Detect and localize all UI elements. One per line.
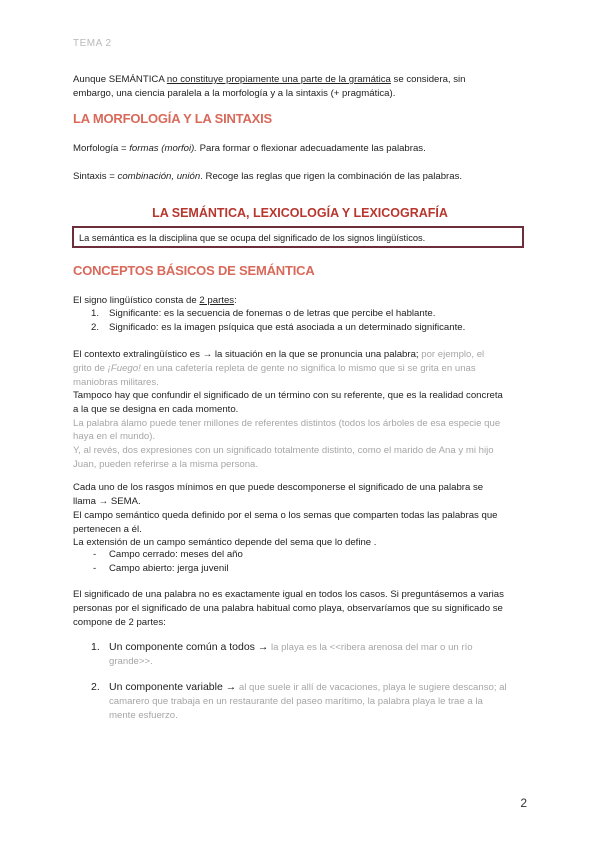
componente-comun-lead: Un componente común a todos →	[109, 641, 269, 653]
list-number: 1.	[91, 641, 100, 653]
componente-variable	[109, 681, 529, 695]
reves-line-2: Juan, pueden referirse a la misma persona.	[73, 459, 259, 470]
heading-morfologia: LA MORFOLOGÍA Y LA SINTAXIS	[73, 111, 272, 126]
morfologia-def	[73, 142, 533, 156]
campo-line-2: pertenecen a él.	[73, 524, 142, 535]
list-number: 2.	[91, 322, 100, 333]
componente-comun-example: la playa es la <<ribera arenosa del mar o un río	[268, 642, 473, 653]
morf-italic: formas (morfoi).	[129, 143, 197, 154]
definition-text: La semántica es la disciplina que se ocupa del significado de los signos lingüísticos.	[79, 233, 426, 243]
definition-box	[72, 226, 524, 248]
contexto-line-2	[73, 362, 533, 376]
bullet-dash: -	[93, 549, 97, 560]
heading-semantica: LA SEMÁNTICA, LEXICOLOGÍA Y LEXICOGRAFÍA	[152, 206, 448, 220]
bullet-campo-abierto: Campo abierto: jerga juvenil	[109, 563, 229, 574]
list-item-significante: Significante: es la secuencia de fonemas o de letras que percibe el hablante.	[109, 308, 436, 319]
contexto-example: por ejemplo, el	[418, 349, 485, 360]
contexto-line-3: maniobras militares.	[73, 377, 159, 388]
morf-label: Morfología =	[73, 143, 130, 154]
componente-variable-line-2: camarero que trabaja en un restaurante del paseo marítimo, la palabra playa le trae a la	[109, 696, 483, 707]
signo-text: El signo lingüístico consta de	[73, 295, 200, 306]
tampoco-line-1: Tampoco hay que confundir el significado de un término con su referente, que es la realidad concreta	[73, 390, 503, 401]
componente-variable-example: al que suele ir allí de vacaciones, playa le sugiere descanso; al	[236, 682, 507, 693]
page-number: 2	[520, 796, 527, 810]
page-header: TEMA 2	[73, 38, 112, 49]
componente-comun-line-2: grande>>.	[109, 656, 153, 667]
sema-line-1: Cada uno de los rasgos mínimos en que puede descomponerse el significado de una palabra se	[73, 482, 484, 493]
intro-line-1	[73, 73, 533, 87]
signo-line	[73, 294, 533, 308]
list-item-significado: Significado: es la imagen psíquica que está asociada a un determinado significante.	[109, 322, 466, 333]
alamo-line-2: haya en el mundo).	[73, 431, 156, 442]
contexto-main: El contexto extralingüístico es → la situación en la que se pronuncia una palabra;	[73, 349, 419, 360]
componente-variable-lead: Un componente variable →	[109, 681, 237, 693]
intro-text: Aunque SEMÁNTICA	[73, 74, 167, 85]
list-number: 1.	[91, 308, 100, 319]
tampoco-line-2: a la que se designa en cada momento.	[73, 404, 239, 415]
bullet-dash: -	[93, 563, 97, 574]
significado-line-2: personas por el significado de una palabra habitual como playa, observaríamos que su significado se	[73, 603, 503, 614]
sint-label: Sintaxis =	[73, 171, 118, 182]
significado-line-3: compone de 2 partes:	[73, 617, 166, 628]
alamo-line-1: La palabra álamo puede tener millones de referentes distintos (todos los árboles de esa especie que	[73, 418, 501, 429]
list-number: 2.	[91, 681, 100, 693]
intro-text-end: se considera, sin	[390, 74, 466, 85]
sema-line-2: llama → SEMA.	[73, 496, 141, 507]
sint-text: . Recoge las reglas que rigen la combinación de las palabras.	[200, 171, 463, 182]
componente-comun	[109, 641, 529, 655]
signo-underlined: 2 partes	[199, 295, 235, 306]
significado-line-1: El significado de una palabra no es exactamente igual en todos los casos. Si preguntásemos a varias	[73, 589, 504, 600]
contexto-grito: grito de	[73, 363, 108, 374]
componente-variable-line-3: mente esfuerzo.	[109, 710, 178, 721]
contexto-cafeteria: en una cafetería repleta de gente no significa lo mismo que si se grita en unas	[140, 363, 476, 374]
intro-underlined: no constituye propiamente una parte de la gramática	[166, 74, 391, 85]
heading-conceptos: CONCEPTOS BÁSICOS DE SEMÁNTICA	[73, 263, 315, 278]
contexto-fuego: ¡Fuego!	[107, 363, 141, 374]
bullet-campo-cerrado: Campo cerrado: meses del año	[109, 549, 243, 560]
sint-italic: combinación, unión	[117, 171, 201, 182]
intro-line-2: embargo, una ciencia paralela a la morfología y a la sintaxis (+ pragmática).	[73, 88, 396, 99]
contexto-line-1	[73, 348, 533, 362]
campo-line-1: El campo semántico queda definido por el sema o los semas que comparten todas las palabras que	[73, 510, 498, 521]
sintaxis-def	[73, 170, 533, 184]
signo-colon: :	[234, 295, 237, 306]
morf-text: Para formar o flexionar adecuadamente las palabras.	[196, 143, 426, 154]
reves-line-1: Y, al revés, dos expresiones con un significado totalmente distinto, como el marido de Ana y mi hijo	[73, 445, 494, 456]
extension-line: La extensión de un campo semántico depende del sema que lo define .	[73, 537, 377, 548]
